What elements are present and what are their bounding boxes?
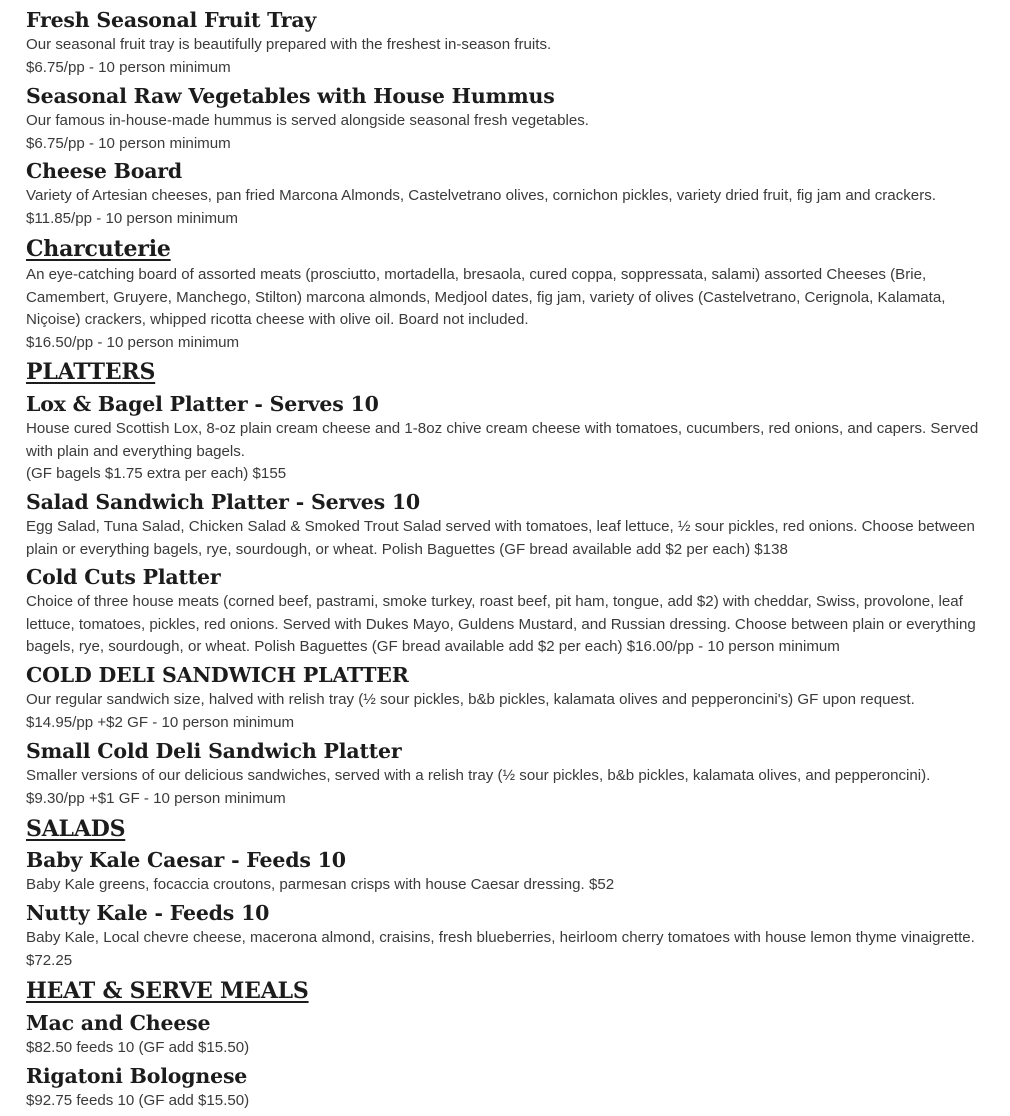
item-price: $82.50 feeds 10 (GF add $15.50) bbox=[26, 1039, 250, 1056]
item-price: $16.50/pp - 10 person minimum bbox=[26, 333, 240, 351]
item-description: Baby Kale, Local chevre cheese, macerona almond, craisins, fresh blueberries, heirloom cherry tomatoes with house lemon thyme vinaigrette. $72.25 bbox=[26, 929, 975, 969]
item-description: An eye-catching board of assorted meats (prosciutto, mortadella, bresaola, cured coppa, soppressata, salami) assorted Cheeses (Brie, Camembert, Gruyere, Manchego, Stilton) marcona almonds, Medjool dates, fig jam, variety of olives (Castelvetrano, Cerignola, Kalamata, Niçoise) crackers, whipped ricotta cheese with olive oil. Board not included. bbox=[26, 266, 946, 329]
item-description: Variety of Artesian cheeses, pan fried Marcona Almonds, Castelvetrano olives, cornichon pickles, variety dried fruit, fig jam and crackers. bbox=[26, 187, 936, 204]
item-title: Nutty Kale - Feeds 10 bbox=[26, 901, 270, 925]
item-description: Egg Salad, Tuna Salad, Chicken Salad & Smoked Trout Salad served with tomatoes, leaf lettuce, ½ sour pickles, red onions. Choose between plain or everything bagels, rye, sourdough, or wheat. Polish Baguettes (GF bread available add $2 per each) $138 bbox=[26, 518, 975, 558]
menu-item-nutty-kale bbox=[26, 899, 996, 972]
item-price: $6.75/pp - 10 person minimum bbox=[26, 134, 231, 152]
item-title: Baby Kale Caesar - Feeds 10 bbox=[26, 848, 346, 872]
item-price: $9.30/pp +$1 GF - 10 person minimum bbox=[26, 789, 286, 807]
item-price: (GF bagels $1.75 extra per each) $155 bbox=[26, 465, 287, 483]
item-price: $11.85/pp - 10 person minimum bbox=[26, 209, 238, 227]
item-description: Our regular sandwich size, halved with relish tray (½ sour pickles, b&b pickles, kalamata olives and pepperoncini's) GF upon request. bbox=[26, 691, 915, 708]
item-description: Baby Kale greens, focaccia croutons, parmesan crisps with house Caesar dressing. $52 bbox=[26, 876, 615, 893]
menu-item-baby-kale-caesar bbox=[26, 846, 996, 897]
item-title: Fresh Seasonal Fruit Tray bbox=[26, 8, 317, 32]
item-title: Salad Sandwich Platter - Serves 10 bbox=[26, 490, 420, 514]
menu-item-salad-sandwich-platter bbox=[26, 488, 996, 561]
menu-item-vegetables-hummus bbox=[26, 82, 996, 155]
item-price: $6.75/pp - 10 person minimum bbox=[26, 58, 231, 76]
item-title: COLD DELI SANDWICH PLATTER bbox=[26, 663, 409, 687]
section-title-charcuterie: Charcuterie bbox=[26, 236, 171, 262]
item-price: $14.95/pp +$2 GF - 10 person minimum bbox=[26, 713, 295, 731]
section-title-salads: SALADS bbox=[26, 816, 126, 842]
menu-item-lox-bagel-platter bbox=[26, 390, 996, 486]
item-description: Choice of three house meats (corned beef, pastrami, smoke turkey, roast beef, pit ham, tongue, add $2) with cheddar, Swiss, provolone, leaf lettuce, tomatoes, pickles, red onions. Served with Dukes Mayo, Guldens Mustard, and Russian dressing. Choose between plain or everything bagels, rye, sourdough, or wheat. Polish Baguettes (GF bread available add $2 per each) $16.00/pp - 10 person minimum bbox=[26, 593, 976, 656]
item-description: House cured Scottish Lox, 8-oz plain cream cheese and 1-8oz chive cream cheese with tomatoes, cucumbers, red onions, and capers. Served with plain and everything bagels. bbox=[26, 420, 979, 460]
item-title: Cold Cuts Platter bbox=[26, 565, 221, 589]
item-description: Smaller versions of our delicious sandwiches, served with a relish tray (½ sour pickles, b&b pickles, kalamata olives, and pepperoncini). bbox=[26, 767, 931, 784]
section-heat-serve-meals bbox=[26, 976, 996, 1006]
item-title: Rigatoni Bolognese bbox=[26, 1064, 248, 1088]
section-title-platters: PLATTERS bbox=[26, 359, 156, 385]
menu-item-fruit-tray bbox=[26, 6, 996, 79]
item-title: Mac and Cheese bbox=[26, 1011, 211, 1035]
item-title: Seasonal Raw Vegetables with House Hummus bbox=[26, 84, 555, 108]
menu-item-mac-and-cheese bbox=[26, 1009, 996, 1060]
menu-item-small-cold-deli-platter bbox=[26, 737, 996, 810]
section-platters bbox=[26, 357, 996, 387]
menu-item-rigatoni-bolognese bbox=[26, 1062, 996, 1113]
item-price: $92.75 feeds 10 (GF add $15.50) bbox=[26, 1092, 250, 1109]
section-title-heat-serve: HEAT & SERVE MEALS bbox=[26, 978, 309, 1004]
menu-item-cold-deli-sandwich-platter bbox=[26, 661, 996, 734]
item-title: Cheese Board bbox=[26, 159, 183, 183]
menu-item-cheese-board bbox=[26, 157, 996, 230]
item-title: Small Cold Deli Sandwich Platter bbox=[26, 739, 402, 763]
item-description: Our famous in-house-made hummus is served alongside seasonal fresh vegetables. bbox=[26, 112, 589, 129]
section-salads bbox=[26, 814, 996, 844]
item-description: Our seasonal fruit tray is beautifully prepared with the freshest in-season fruits. bbox=[26, 36, 552, 53]
menu-item-charcuterie bbox=[26, 234, 996, 354]
item-title: Lox & Bagel Platter - Serves 10 bbox=[26, 392, 379, 416]
menu-item-cold-cuts-platter bbox=[26, 563, 996, 659]
